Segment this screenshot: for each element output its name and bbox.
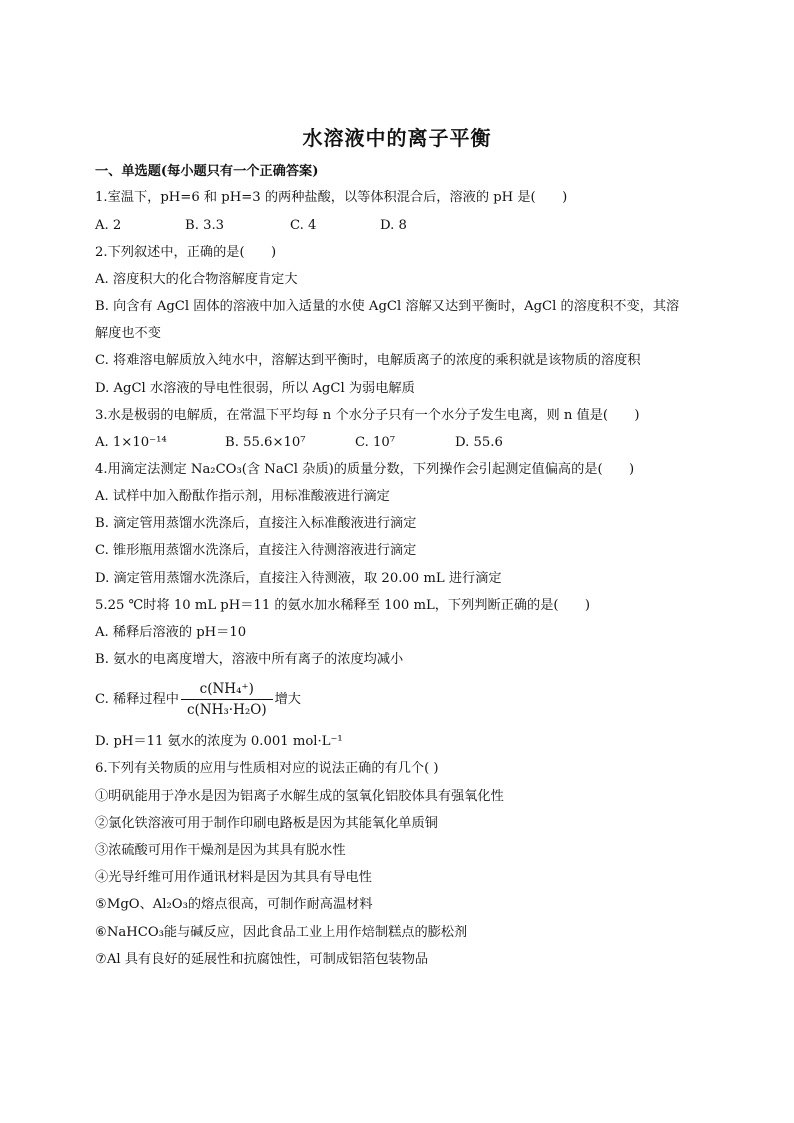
fraction-denominator: c(NH₃·H₂O) xyxy=(186,702,267,718)
question-6-item: ⑤MgO、Al₂O₃的熔点很高，可制作耐高温材料 xyxy=(95,897,373,912)
option-b: B. 55.6×10⁷ xyxy=(225,435,306,450)
question-2-option-d: D. AgCl 水溶液的导电性很弱，所以 AgCl 为弱电解质 xyxy=(95,381,415,396)
question-5-option-d: D. pH＝11 氨水的浓度为 0.001 mol·L⁻¹ xyxy=(95,734,343,749)
question-4-option-a: A. 试样中加入酚酞作指示剂，用标准酸液进行滴定 xyxy=(95,489,390,504)
question-2-option-c: C. 将难溶电解质放入纯水中，溶解达到平衡时，电解质离子的浓度的乘积就是该物质的溶度积 xyxy=(95,353,641,368)
question-2-stem: 2.下列叙述中，正确的是( ) xyxy=(95,245,277,260)
option-a: A. 1×10⁻¹⁴ xyxy=(95,435,167,450)
fraction-numerator: c(NH₄⁺) xyxy=(181,680,273,700)
question-6-item: ④光导纤维可用作通讯材料是因为其具有导电性 xyxy=(95,870,372,885)
fraction xyxy=(181,680,273,719)
question-6-item: ⑥NaHCO₃能与碱反应，因此食品工业上用作焙制糕点的膨松剂 xyxy=(95,925,468,940)
option-b: B. 3.3 xyxy=(185,218,225,233)
question-1-options xyxy=(95,217,407,235)
question-6-stem: 6.下列有关物质的应用与性质相对应的说法正确的有几个( ) xyxy=(95,761,439,776)
question-5-option-b: B. 氨水的电离度增大，溶液中所有离子的浓度均减小 xyxy=(95,652,404,667)
question-3-stem: 3.水是极弱的电解质，在常温下平均每 n 个水分子只有一个水分子发生电离，则 n 值是( ) xyxy=(95,408,640,423)
question-5-option-a: A. 稀释后溶液的 pH＝10 xyxy=(95,625,247,640)
section-heading: 一、单选题(每小题只有一个正确答案) xyxy=(95,164,319,179)
question-3-options xyxy=(95,434,503,452)
question-2-option-b: B. 向含有 AgCl 固体的溶液中加入适量的水使 AgCl 溶解又达到平衡时，AgCl 的溶度积不变，其溶 xyxy=(95,299,680,314)
question-4-option-b: B. 滴定管用蒸馏水洗涤后，直接注入标准酸液进行滴定 xyxy=(95,516,417,531)
option-c: C. 4 xyxy=(290,218,317,233)
question-6-item: ①明矾能用于净水是因为铝离子水解生成的氢氧化铝胶体具有强氧化性 xyxy=(95,789,504,804)
option-c-prefix: C. 稀释过程中 xyxy=(95,692,179,707)
option-d: D. 55.6 xyxy=(455,435,503,450)
option-c-suffix: 增大 xyxy=(274,692,301,707)
question-4-option-c: C. 锥形瓶用蒸馏水洗涤后，直接注入待测溶液进行滴定 xyxy=(95,543,417,558)
question-5-option-c xyxy=(95,680,301,719)
question-6-item: ⑦Al 具有良好的延展性和抗腐蚀性，可制成铝箔包装物品 xyxy=(95,952,429,967)
question-4-stem: 4.用滴定法测定 Na₂CO₃(含 NaCl 杂质)的质量分数，下列操作会引起测定值偏高的是( ) xyxy=(95,462,635,477)
page-title: 水溶液中的离子平衡 xyxy=(302,126,492,150)
question-2-option-b-cont: 解度也不变 xyxy=(95,326,161,341)
question-5-stem: 5.25 ℃时将 10 mL pH＝11 的氨水加水稀释至 100 mL，下列判断正确的是( ) xyxy=(95,598,591,613)
question-1-stem: 1.室温下，pH=6 和 pH=3 的两种盐酸，以等体积混合后，溶液的 pH 是( ) xyxy=(95,190,568,205)
option-d: D. 8 xyxy=(380,218,407,233)
question-2-option-a: A. 溶度积大的化合物溶解度肯定大 xyxy=(95,272,298,287)
option-c: C. 10⁷ xyxy=(355,435,396,450)
option-a: A. 2 xyxy=(95,218,122,233)
question-4-option-d: D. 滴定管用蒸馏水洗涤后，直接注入待测液，取 20.00 mL 进行滴定 xyxy=(95,571,502,586)
question-6-item: ③浓硫酸可用作干燥剂是因为其具有脱水性 xyxy=(95,843,346,858)
question-6-item: ②氯化铁溶液可用于制作印刷电路板是因为其能氧化单质铜 xyxy=(95,816,438,831)
